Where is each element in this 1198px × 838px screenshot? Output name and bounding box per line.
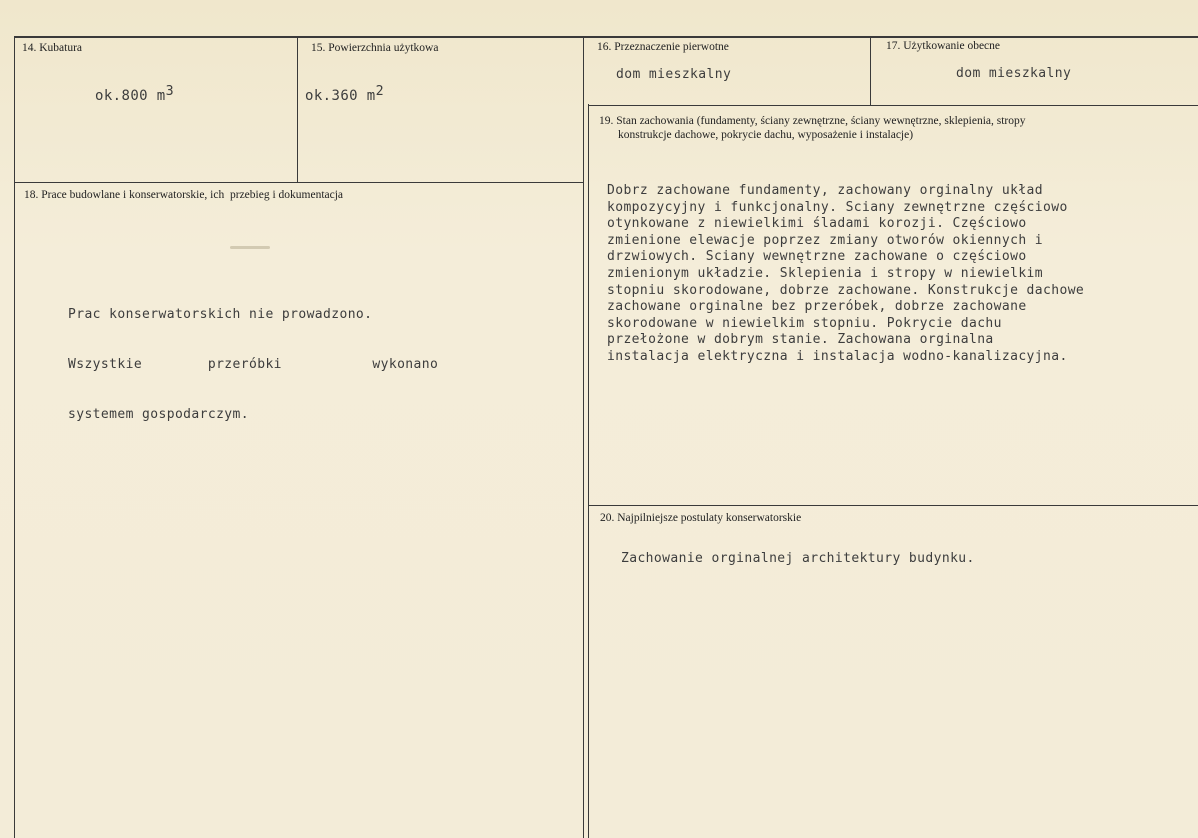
field-18-line: systemem gospodarczym. [68,406,249,422]
field-18-line: Prac konserwatorskich nie prowadzono. [68,307,373,323]
field-16-label: 16. Przeznaczenie pierwotne [597,41,729,53]
field-19-line: kompozycyjny i funkcjonalny. Sciany zewnętrzne częściowo [607,199,1068,215]
field-19-line: przełożone w dobrym stanie. Zachowana orginalna [607,332,994,348]
row-divider-left [14,182,584,183]
left-border [14,37,15,838]
field-19-label-line1: 19. Stan zachowania (fundamenty, ściany zewnętrzne, ściany wewnętrzne, sklepienia, stropy [599,115,1026,127]
field-19-line: instalacja elektryczna i instalacja wodno-kanalizacyjna. [607,348,1068,364]
field-14-value [95,84,175,104]
field-19-line: Dobrz zachowane fundamenty, zachowany orginalny układ [607,183,1044,198]
field-14-exponent: 3 [165,84,175,100]
field-18-label: 18. Prace budowlane i konserwatorskie, ich przebieg i dokumentacja [24,189,344,201]
field-20-label: 20. Najpilniejsze postulaty konserwatorskie [600,512,802,524]
field-19-line: zachowane orginalne bez przeróbek, dobrze zachowane [607,299,1027,315]
field-14-text: ok.800 m [95,88,166,104]
field-19-line: stopniu skorodowane, dobrze zachowane. Konstrukcje dachowe [607,282,1085,298]
row-divider-right-mid [588,505,1198,506]
field-18-line: Wszystkie przeróbki wykonano [68,356,439,372]
field-19-line: zmienionym układzie. Sklepienia i stropy w niewielkim [607,265,1044,281]
field-14-label: 14. Kubatura [22,42,83,54]
field-17-value: dom mieszkalny [956,66,1072,81]
divider-14-15 [297,37,298,182]
field-20-value: Zachowanie orginalnej architektury budynku. [621,551,975,566]
ink-smudge [230,246,270,249]
field-19-line: drzwiowych. Sciany wewnętrzne zachowane o częściowo [607,249,1027,265]
field-19-line: zmienione elewacje poprzez zmiany otworów okiennych i [607,232,1044,248]
field-19-line: skorodowane w niewielkim stopniu. Pokrycie dachu [607,315,1002,331]
field-17-label: 17. Użytkowanie obecne [886,40,1001,52]
center-divider-left [583,37,584,838]
row-divider-right-top [588,105,1198,106]
center-divider-right [588,104,589,838]
top-border [14,36,1198,38]
field-19-line: otynkowane z niewielkimi śladami korozji. Częściowo [607,216,1027,232]
field-15-exponent: 2 [375,84,385,100]
field-18-text [68,274,448,457]
field-19-text [607,183,1187,366]
field-15-label: 15. Powierzchnia użytkowa [311,42,439,54]
divider-16-17 [870,37,871,106]
field-19-label-line2: konstrukcje dachowe, pokrycie dachu, wyposażenie i instalacje) [618,129,914,141]
field-15-value [305,84,385,104]
field-16-value: dom mieszkalny [616,67,732,82]
field-15-text: ok.360 m [305,88,376,104]
